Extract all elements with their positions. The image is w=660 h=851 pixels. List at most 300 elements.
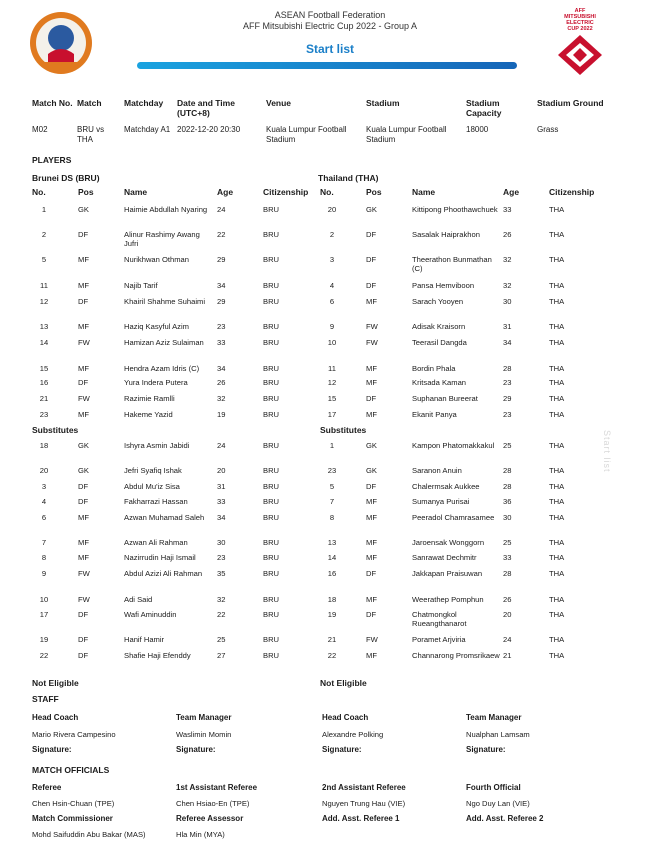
left-player-cit: BRU bbox=[263, 394, 280, 403]
left-player-pos: GK bbox=[78, 205, 89, 214]
right-player-cit: THA bbox=[549, 538, 565, 547]
match-header-cell: Matchday bbox=[124, 98, 164, 108]
right-player-no: 12 bbox=[327, 378, 337, 387]
left-player-name: Adi Said bbox=[124, 595, 153, 604]
left-player-cit: BRU bbox=[263, 466, 280, 475]
ar2-label: 2nd Assistant Referee bbox=[322, 783, 406, 792]
right-player-pos: MF bbox=[366, 651, 377, 660]
right-player-cit: THA bbox=[549, 297, 565, 306]
assessor-label: Referee Assessor bbox=[176, 814, 244, 823]
left-player-no: 8 bbox=[41, 553, 47, 562]
federation-name: ASEAN Football Federation bbox=[274, 10, 386, 20]
title-banner bbox=[137, 62, 517, 69]
left-not-eligible: Not Eligible bbox=[32, 678, 79, 688]
left-player-no: 21 bbox=[39, 394, 49, 403]
left-player-cit: BRU bbox=[263, 338, 280, 347]
ar2-name: Nguyen Trung Hau (VIE) bbox=[322, 799, 406, 808]
match-header-cell: Date and Time (UTC+8) bbox=[177, 98, 235, 118]
right-player-no: 15 bbox=[327, 394, 337, 403]
aff-mitsubishi-cup-logo bbox=[556, 8, 604, 78]
right-player-cit: THA bbox=[549, 394, 565, 403]
match-value-cell: M02 bbox=[32, 125, 48, 134]
left-player-name: Nazirrudin Haji Ismail bbox=[124, 553, 196, 562]
right-player-no: 17 bbox=[327, 410, 337, 419]
left-team-name: Brunei DS (BRU) bbox=[32, 173, 100, 183]
left-player-cit: BRU bbox=[263, 569, 280, 578]
right-player-pos: DF bbox=[366, 610, 377, 619]
left-player-age: 32 bbox=[217, 394, 226, 403]
right-player-name: Suphanan Bureerat bbox=[412, 394, 478, 403]
right-player-age: 28 bbox=[503, 466, 512, 475]
left-player-no: 2 bbox=[41, 230, 47, 239]
right-player-age: 26 bbox=[503, 595, 512, 604]
right-team-manager-label: Team Manager bbox=[466, 713, 522, 722]
left-player-cit: BRU bbox=[263, 297, 280, 306]
right-player-age: 29 bbox=[503, 394, 512, 403]
right-column-header: Name bbox=[412, 187, 436, 197]
left-player-name: Azwan Ali Rahman bbox=[124, 538, 188, 547]
left-player-name: Haimie Abdullah Nyaring bbox=[124, 205, 208, 214]
left-player-age: 27 bbox=[217, 651, 226, 660]
left-player-cit: BRU bbox=[263, 482, 280, 491]
left-player-pos: MF bbox=[78, 553, 89, 562]
right-player-cit: THA bbox=[549, 364, 565, 373]
right-player-name: Kampon Phatomakkakul bbox=[412, 441, 495, 450]
logo-text-line: CUP 2022 bbox=[567, 26, 593, 32]
left-player-no: 22 bbox=[39, 651, 49, 660]
right-player-name: Sumanya Purisai bbox=[412, 497, 470, 506]
left-player-age: 24 bbox=[217, 205, 226, 214]
right-player-name: Teerasil Dangda bbox=[412, 338, 467, 347]
left-column-header: Age bbox=[217, 187, 234, 197]
left-player-pos: FW bbox=[78, 394, 90, 403]
left-player-pos: GK bbox=[78, 466, 89, 475]
referee-label: Referee bbox=[32, 783, 62, 792]
left-player-cit: BRU bbox=[263, 538, 280, 547]
right-player-name: Peeradol Chamrasamee bbox=[412, 513, 495, 522]
fourth-official-name: Ngo Duy Lan (VIE) bbox=[466, 799, 530, 808]
left-player-pos: DF bbox=[78, 610, 89, 619]
right-head-coach: Alexandre Polking bbox=[322, 730, 384, 739]
right-player-age: 34 bbox=[503, 338, 512, 347]
right-player-age: 28 bbox=[503, 482, 512, 491]
right-player-no: 4 bbox=[329, 281, 335, 290]
right-player-age: 33 bbox=[503, 553, 512, 562]
left-player-name: Haziq Kasyful Azim bbox=[124, 322, 189, 331]
right-player-no: 3 bbox=[329, 255, 335, 264]
right-player-name: Bordin Phala bbox=[412, 364, 456, 373]
right-player-age: 31 bbox=[503, 322, 512, 331]
match-header-cell: Stadium Capacity bbox=[466, 98, 502, 118]
left-substitutes-heading: Substitutes bbox=[32, 425, 79, 435]
left-player-pos: FW bbox=[78, 595, 90, 604]
right-player-no: 9 bbox=[329, 322, 335, 331]
right-player-cit: THA bbox=[549, 553, 565, 562]
left-player-pos: MF bbox=[78, 364, 89, 373]
left-player-name: Azwan Muhamad Saleh bbox=[124, 513, 205, 522]
match-officials-heading: MATCH OFFICIALS bbox=[32, 765, 110, 775]
right-player-age: 26 bbox=[503, 230, 512, 239]
right-player-cit: THA bbox=[549, 466, 565, 475]
left-player-name: Hamizan Aziz Sulaiman bbox=[124, 338, 204, 347]
left-player-name: Abdul Azizi Ali Rahman bbox=[124, 569, 203, 578]
right-player-name: Kittipong Phoothawchuek bbox=[412, 205, 498, 214]
match-header-cell: Venue bbox=[266, 98, 292, 108]
left-player-age: 20 bbox=[217, 466, 226, 475]
left-player-name: Najib Tarif bbox=[124, 281, 158, 290]
left-player-cit: BRU bbox=[263, 513, 280, 522]
left-player-age: 23 bbox=[217, 322, 226, 331]
left-player-no: 1 bbox=[41, 205, 47, 214]
right-player-age: 23 bbox=[503, 410, 512, 419]
add-ar2-label: Add. Asst. Referee 2 bbox=[466, 814, 544, 823]
right-player-age: 20 bbox=[503, 610, 512, 619]
right-player-pos: FW bbox=[366, 635, 378, 644]
left-player-cit: BRU bbox=[263, 610, 280, 619]
left-player-age: 25 bbox=[217, 635, 226, 644]
match-value-cell: Kuala Lumpur Football Stadium bbox=[366, 125, 447, 144]
right-player-age: 28 bbox=[503, 569, 512, 578]
ar1-name: Chen Hsiao-En (TPE) bbox=[176, 799, 250, 808]
left-player-age: 30 bbox=[217, 538, 226, 547]
left-player-age: 35 bbox=[217, 569, 226, 578]
left-player-age: 22 bbox=[217, 610, 226, 619]
right-manager-signature-label: Signature: bbox=[466, 745, 506, 754]
right-player-name: Sasalak Haiprakhon bbox=[412, 230, 480, 239]
right-player-name: Jaroensak Wonggorn bbox=[412, 538, 485, 547]
left-player-no: 12 bbox=[39, 297, 49, 306]
logo-text-line: ELECTRIC bbox=[566, 20, 594, 26]
right-player-pos: DF bbox=[366, 281, 377, 290]
right-player-age: 30 bbox=[503, 297, 512, 306]
right-player-name: Channarong Promsrikaew bbox=[412, 651, 500, 660]
left-player-age: 29 bbox=[217, 297, 226, 306]
logo-text-line: MITSUBISHI bbox=[564, 14, 596, 20]
left-player-pos: MF bbox=[78, 255, 89, 264]
right-player-name: Poramet Arjviria bbox=[412, 635, 466, 644]
right-player-no: 16 bbox=[327, 569, 337, 578]
right-player-cit: THA bbox=[549, 322, 565, 331]
left-player-name: Hendra Azam Idris (C) bbox=[124, 364, 200, 373]
right-player-name: Chalermsak Aukkee bbox=[412, 482, 480, 491]
match-value-cell: 18000 bbox=[466, 125, 489, 134]
left-player-no: 5 bbox=[41, 255, 47, 264]
left-player-name: Ishyra Asmin Jabidi bbox=[124, 441, 190, 450]
right-player-pos: DF bbox=[366, 569, 377, 578]
left-player-cit: BRU bbox=[263, 364, 280, 373]
right-column-header: Citizenship bbox=[549, 187, 595, 197]
left-player-age: 34 bbox=[217, 364, 226, 373]
match-value-cell: Grass bbox=[537, 125, 559, 134]
left-player-age: 33 bbox=[217, 338, 226, 347]
right-not-eligible: Not Eligible bbox=[320, 678, 367, 688]
right-player-age: 30 bbox=[503, 513, 512, 522]
left-player-pos: FW bbox=[78, 569, 90, 578]
left-player-no: 19 bbox=[39, 635, 49, 644]
right-player-name: Sarach Yooyen bbox=[412, 297, 464, 306]
left-head-coach-label: Head Coach bbox=[32, 713, 79, 722]
left-player-cit: BRU bbox=[263, 595, 280, 604]
left-player-pos: MF bbox=[78, 322, 89, 331]
right-player-no: 22 bbox=[327, 651, 337, 660]
side-watermark: Start list bbox=[602, 430, 612, 473]
right-player-pos: MF bbox=[366, 497, 377, 506]
left-player-pos: DF bbox=[78, 297, 89, 306]
left-player-no: 14 bbox=[39, 338, 49, 347]
right-player-name: Chatmongkol Rueangthanarot bbox=[412, 610, 467, 628]
right-player-cit: THA bbox=[549, 497, 565, 506]
left-player-no: 17 bbox=[39, 610, 49, 619]
left-player-pos: DF bbox=[78, 378, 89, 387]
right-player-age: 28 bbox=[503, 364, 512, 373]
right-player-no: 1 bbox=[329, 441, 335, 450]
left-player-name: Wafi Aminuddin bbox=[124, 610, 177, 619]
left-player-cit: BRU bbox=[263, 497, 280, 506]
add-ar1-label: Add. Asst. Referee 1 bbox=[322, 814, 400, 823]
left-player-pos: MF bbox=[78, 281, 89, 290]
left-player-cit: BRU bbox=[263, 230, 280, 239]
left-player-pos: DF bbox=[78, 230, 89, 239]
right-player-age: 25 bbox=[503, 538, 512, 547]
left-column-header: Pos bbox=[78, 187, 94, 197]
right-player-pos: MF bbox=[366, 364, 377, 373]
left-player-cit: BRU bbox=[263, 378, 280, 387]
right-player-age: 36 bbox=[503, 497, 512, 506]
left-player-no: 6 bbox=[41, 513, 47, 522]
right-player-name: Saranon Anuin bbox=[412, 466, 462, 475]
right-player-pos: DF bbox=[366, 482, 377, 491]
right-player-age: 32 bbox=[503, 281, 512, 290]
right-player-pos: DF bbox=[366, 255, 377, 264]
right-player-no: 10 bbox=[327, 338, 337, 347]
left-player-pos: MF bbox=[78, 513, 89, 522]
left-player-name: Khairil Shahme Suhaimi bbox=[124, 297, 206, 306]
left-column-header: No. bbox=[32, 187, 46, 197]
match-value-cell: 2022-12-20 20:30 bbox=[177, 125, 241, 134]
ar1-label: 1st Assistant Referee bbox=[176, 783, 258, 792]
left-player-age: 33 bbox=[217, 497, 226, 506]
left-player-name: Alinur Rashimy Awang Jufri bbox=[124, 230, 200, 248]
left-player-pos: GK bbox=[78, 441, 89, 450]
right-player-pos: GK bbox=[366, 441, 377, 450]
left-player-name: Fakharrazi Hassan bbox=[124, 497, 188, 506]
left-player-pos: MF bbox=[78, 410, 89, 419]
left-player-no: 3 bbox=[41, 482, 47, 491]
left-player-no: 16 bbox=[39, 378, 49, 387]
right-player-cit: THA bbox=[549, 610, 565, 619]
left-player-age: 19 bbox=[217, 410, 226, 419]
left-player-no: 7 bbox=[41, 538, 47, 547]
right-player-no: 8 bbox=[329, 513, 335, 522]
left-column-header: Citizenship bbox=[263, 187, 309, 197]
right-player-name: Pansa Hemviboon bbox=[412, 281, 475, 290]
right-player-pos: MF bbox=[366, 378, 377, 387]
left-player-age: 26 bbox=[217, 378, 226, 387]
left-player-age: 31 bbox=[217, 482, 226, 491]
left-coach-signature-label: Signature: bbox=[32, 745, 72, 754]
left-player-name: Jefri Syafiq Ishak bbox=[124, 466, 182, 475]
right-player-no: 14 bbox=[327, 553, 337, 562]
left-team-manager-label: Team Manager bbox=[176, 713, 232, 722]
right-player-pos: MF bbox=[366, 553, 377, 562]
right-player-no: 20 bbox=[327, 205, 337, 214]
left-player-cit: BRU bbox=[263, 410, 280, 419]
right-player-no: 5 bbox=[329, 482, 335, 491]
left-player-no: 10 bbox=[39, 595, 49, 604]
left-player-no: 11 bbox=[40, 281, 48, 290]
right-player-pos: MF bbox=[366, 595, 377, 604]
left-player-name: Abdul Mu'iz Sisa bbox=[124, 482, 180, 491]
right-player-pos: FW bbox=[366, 322, 378, 331]
right-player-cit: THA bbox=[549, 513, 565, 522]
right-player-pos: DF bbox=[366, 394, 377, 403]
right-player-name: Jakkapan Praisuwan bbox=[412, 569, 483, 578]
right-player-age: 33 bbox=[503, 205, 512, 214]
left-player-cit: BRU bbox=[263, 441, 280, 450]
right-head-coach-label: Head Coach bbox=[322, 713, 369, 722]
left-player-name: Hanif Hamir bbox=[124, 635, 165, 644]
left-player-cit: BRU bbox=[263, 635, 280, 644]
match-value-cell: BRU vs THA bbox=[77, 125, 105, 144]
left-player-name: Shafie Haji Efenddy bbox=[124, 651, 191, 660]
left-player-name: Nurikhwan Othman bbox=[124, 255, 189, 264]
left-player-pos: DF bbox=[78, 482, 89, 491]
match-value-cell: Kuala Lumpur Football Stadium bbox=[266, 125, 347, 144]
left-manager-signature-label: Signature: bbox=[176, 745, 216, 754]
right-player-pos: MF bbox=[366, 513, 377, 522]
right-player-pos: MF bbox=[366, 297, 377, 306]
right-player-no: 13 bbox=[327, 538, 337, 547]
right-player-cit: THA bbox=[549, 255, 565, 264]
left-player-no: 18 bbox=[39, 441, 49, 450]
right-player-name: Sanrawat Dechmitr bbox=[412, 553, 477, 562]
right-player-cit: THA bbox=[549, 410, 565, 419]
competition-name: AFF Mitsubishi Electric Cup 2022 - Group A bbox=[242, 21, 418, 31]
right-player-age: 24 bbox=[503, 635, 512, 644]
right-player-cit: THA bbox=[549, 595, 565, 604]
left-player-name: Yura Indera Putera bbox=[124, 378, 188, 387]
left-player-no: 15 bbox=[39, 364, 49, 373]
right-player-age: 32 bbox=[503, 255, 512, 264]
right-player-pos: FW bbox=[366, 338, 378, 347]
right-player-no: 6 bbox=[329, 297, 335, 306]
fourth-official-label: Fourth Official bbox=[466, 783, 521, 792]
left-team-manager: Waslimin Momin bbox=[176, 730, 232, 739]
right-player-no: 18 bbox=[327, 595, 337, 604]
right-player-pos: MF bbox=[366, 410, 377, 419]
right-player-name: Theerathon Bunmathan (C) bbox=[412, 255, 492, 273]
left-player-pos: FW bbox=[78, 338, 90, 347]
right-player-cit: THA bbox=[549, 281, 565, 290]
right-player-no: 2 bbox=[329, 230, 335, 239]
right-player-pos: MF bbox=[366, 538, 377, 547]
right-player-cit: THA bbox=[549, 569, 565, 578]
right-player-pos: DF bbox=[366, 230, 377, 239]
right-player-no: 21 bbox=[327, 635, 337, 644]
left-player-pos: DF bbox=[78, 635, 89, 644]
left-player-age: 32 bbox=[217, 595, 226, 604]
right-team-manager: Nualphan Lamsam bbox=[466, 730, 530, 739]
left-player-cit: BRU bbox=[263, 651, 280, 660]
right-player-pos: GK bbox=[366, 205, 377, 214]
right-player-no: 23 bbox=[327, 466, 337, 475]
left-player-age: 34 bbox=[217, 513, 226, 522]
left-player-age: 24 bbox=[217, 441, 226, 450]
match-header-cell: Stadium Ground bbox=[537, 98, 604, 108]
right-player-no: 11 bbox=[328, 364, 336, 373]
right-player-name: Kritsada Kaman bbox=[412, 378, 467, 387]
commissioner-name: Mohd Saifuddin Abu Bakar (MAS) bbox=[32, 830, 146, 839]
right-player-pos: GK bbox=[366, 466, 377, 475]
right-player-name: Weerathep Pomphun bbox=[412, 595, 484, 604]
left-player-no: 4 bbox=[41, 497, 47, 506]
right-player-cit: THA bbox=[549, 338, 565, 347]
left-player-cit: BRU bbox=[263, 205, 280, 214]
players-heading: PLAYERS bbox=[32, 155, 72, 165]
commissioner-label: Match Commissioner bbox=[32, 814, 113, 823]
left-player-name: Razimie Ramlli bbox=[124, 394, 175, 403]
right-column-header: Pos bbox=[366, 187, 382, 197]
left-player-age: 34 bbox=[217, 281, 226, 290]
referee-name: Chen Hsin-Chuan (TPE) bbox=[32, 799, 115, 808]
right-coach-signature-label: Signature: bbox=[322, 745, 362, 754]
left-head-coach: Mario Rivera Campesino bbox=[32, 730, 116, 739]
left-player-cit: BRU bbox=[263, 281, 280, 290]
left-player-cit: BRU bbox=[263, 255, 280, 264]
right-player-cit: THA bbox=[549, 482, 565, 491]
left-player-cit: BRU bbox=[263, 322, 280, 331]
left-column-header: Name bbox=[124, 187, 148, 197]
left-player-cit: BRU bbox=[263, 553, 280, 562]
left-player-pos: DF bbox=[78, 651, 89, 660]
right-player-cit: THA bbox=[549, 378, 565, 387]
right-substitutes-heading: Substitutes bbox=[320, 425, 367, 435]
left-player-age: 29 bbox=[217, 255, 226, 264]
match-header-cell: Stadium bbox=[366, 98, 400, 108]
right-player-name: Ekanit Panya bbox=[412, 410, 457, 419]
right-player-age: 23 bbox=[503, 378, 512, 387]
logo-text-line: AFF bbox=[574, 8, 586, 14]
left-player-no: 13 bbox=[39, 322, 49, 331]
left-player-age: 22 bbox=[217, 230, 226, 239]
right-team-name: Thailand (THA) bbox=[318, 173, 379, 183]
staff-heading: STAFF bbox=[32, 694, 59, 704]
left-player-pos: DF bbox=[78, 497, 89, 506]
left-player-no: 23 bbox=[39, 410, 49, 419]
right-player-cit: THA bbox=[549, 635, 565, 644]
right-player-cit: THA bbox=[549, 230, 565, 239]
left-player-pos: MF bbox=[78, 538, 89, 547]
right-player-age: 21 bbox=[503, 651, 512, 660]
right-player-cit: THA bbox=[549, 651, 565, 660]
right-column-header: Age bbox=[503, 187, 520, 197]
match-header-cell: Match No. bbox=[32, 98, 73, 108]
right-player-age: 25 bbox=[503, 441, 512, 450]
match-header-cell: Match bbox=[77, 98, 102, 108]
right-player-cit: THA bbox=[549, 205, 565, 214]
match-value-cell: Matchday A1 bbox=[124, 125, 171, 134]
left-player-age: 23 bbox=[217, 553, 226, 562]
right-player-name: Adisak Kraisorn bbox=[412, 322, 466, 331]
left-player-name: Hakeme Yazid bbox=[124, 410, 173, 419]
right-column-header: No. bbox=[320, 187, 334, 197]
left-player-no: 20 bbox=[39, 466, 49, 475]
right-player-cit: THA bbox=[549, 441, 565, 450]
left-player-no: 9 bbox=[41, 569, 47, 578]
right-player-no: 19 bbox=[327, 610, 337, 619]
right-player-no: 7 bbox=[329, 497, 335, 506]
document-title: Start list bbox=[305, 42, 354, 56]
